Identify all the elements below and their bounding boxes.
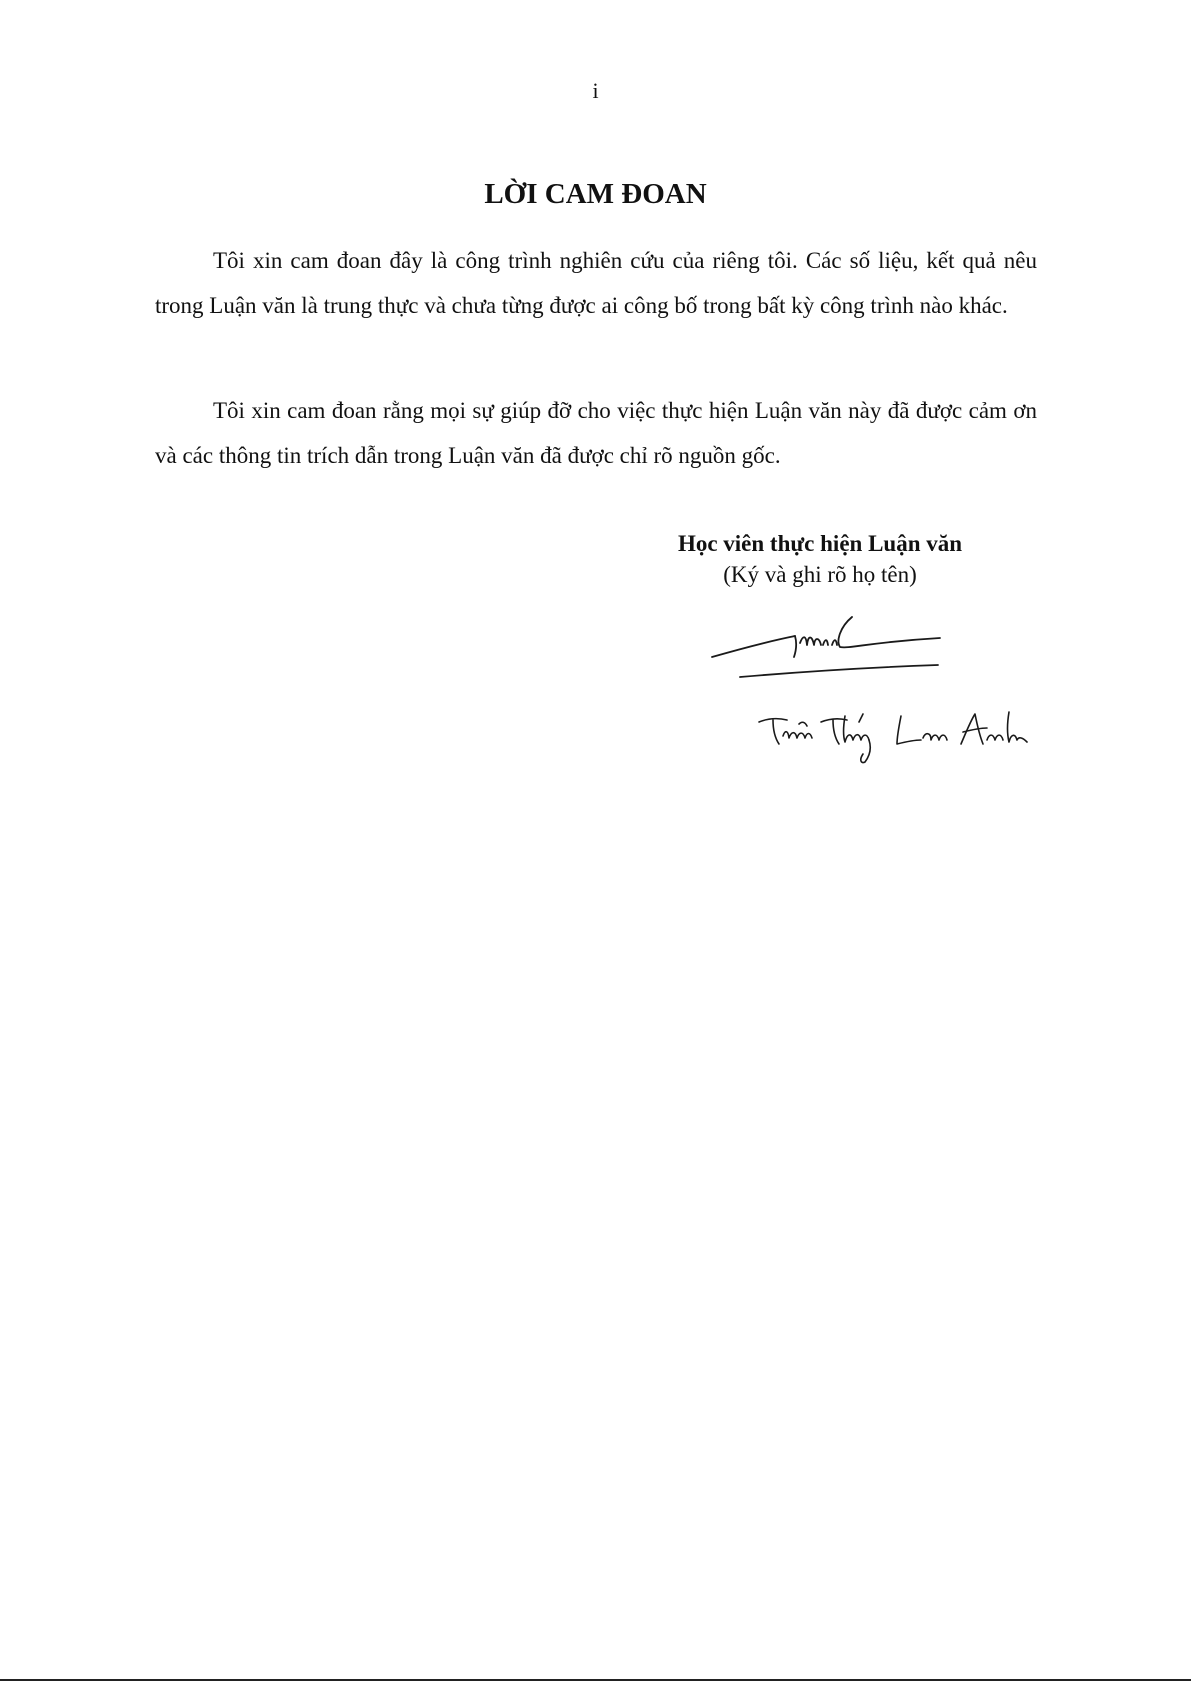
signature-block (620, 528, 1020, 590)
bottom-border (0, 1679, 1191, 1681)
page-title: LỜI CAM ĐOAN (484, 178, 707, 210)
page-number: i (592, 78, 599, 103)
handwritten-signature (700, 605, 1020, 700)
signature-instruction: (Ký và ghi rõ họ tên) (723, 562, 917, 587)
signatory-role: Học viên thực hiện Luận văn (677, 531, 963, 556)
declaration-paragraph-1: Tôi xin cam đoan đây là công trình nghiên cứu của riêng tôi. Các số liệu, kết quả nêu trong Luận văn là trung thực và chưa từng được ai công bố trong bất kỳ công trình nào khác. (155, 248, 1037, 318)
declaration-paragraph-2: Tôi xin cam đoan rằng mọi sự giúp đỡ cho việc thực hiện Luận văn này đã được cảm ơn và các thông tin trích dẫn trong Luận văn đã được chỉ rõ nguồn gốc. (155, 398, 1037, 468)
handwritten-name (755, 700, 1055, 770)
